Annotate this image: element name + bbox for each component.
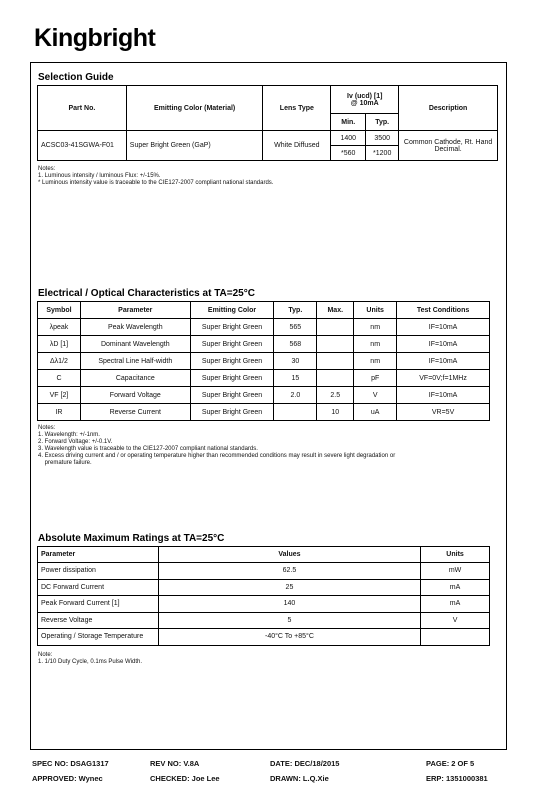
cell: Spectral Line Half-width [80,353,190,370]
cell [317,336,354,353]
col-symbol: Symbol [38,302,81,319]
col-iv-sub: @ 10mA [350,99,379,107]
cell: -40°C To +85°C [158,629,420,646]
electrical-notes [38,425,395,467]
cell: 15 [274,370,317,387]
selection-guide-table [37,85,498,161]
footer-drawn: DRAWN: L.Q.Xie [270,774,329,783]
table-row [38,353,490,370]
cell: Reverse Current [80,404,190,421]
cell [274,404,317,421]
cell-part-no: ACSC03-41SGWA-F01 [38,131,127,161]
cell: Operating / Storage Temperature [38,629,159,646]
footer-approved: APPROVED: Wynec [32,774,103,783]
cell: nm [354,353,397,370]
cell: 565 [274,319,317,336]
note-line: 1. Luminous intensity / luminous Flux: +/-15%. [38,173,161,179]
cell: VR=5V [397,404,490,421]
cell: 140 [158,596,420,613]
absolute-ratings-table [37,546,490,646]
note-line: * Luminous intensity value is traceable to the CIE127-2007 compliant national standards. [38,180,274,186]
col-iv-label: Iv (ucd) [1] [347,92,383,100]
cell [317,370,354,387]
col-values: Values [158,547,420,563]
cell-lens-type: White Diffused [263,131,331,161]
cell: Peak Forward Current [1] [38,596,159,613]
cell: 568 [274,336,317,353]
cell: 30 [274,353,317,370]
absolute-notes [38,652,142,666]
cell-typ-2: *1200 [366,146,399,161]
cell: pF [354,370,397,387]
cell: 10 [317,404,354,421]
cell: nm [354,336,397,353]
cell: 25 [158,579,420,596]
cell: Super Bright Green [190,370,274,387]
cell: λpeak [38,319,81,336]
col-units: Units [354,302,397,319]
cell: uA [354,404,397,421]
note-line: 1. Wavelength: +/-1nm. [38,432,100,438]
cell: Δλ1/2 [38,353,81,370]
col-test-conditions: Test Conditions [397,302,490,319]
note-line: Note: [38,652,53,658]
table-row [38,404,490,421]
col-part-no: Part No. [38,86,127,131]
electrical-table [37,301,490,421]
cell: IF=10mA [397,319,490,336]
footer-rev-no: REV NO: V.8A [150,759,200,768]
col-units: Units [421,547,490,563]
cell: nm [354,319,397,336]
note-line: premature failure. [38,460,92,466]
note-line: 4. Excess driving current and / or operating temperature higher than recommended conditions may result in severe light degradation or [38,453,396,459]
footer-spec-no: SPEC NO: DSAG1317 [32,759,109,768]
table-row [38,319,490,336]
absolute-ratings-title: Absolute Maximum Ratings at TA=25°C [38,533,225,544]
footer-page: PAGE: 2 OF 5 [426,759,475,768]
cell-typ-1: 3500 [366,131,399,146]
col-description: Description [399,86,498,131]
col-typ: Typ. [366,114,399,131]
table-row [38,336,490,353]
cell: 62.5 [158,563,420,580]
cell: DC Forward Current [38,579,159,596]
note-line: 1. 1/10 Duty Cycle, 0.1ms Pulse Width. [38,659,143,665]
cell: 2.0 [274,387,317,404]
cell: IR [38,404,81,421]
col-emitting-color: Emitting Color [190,302,274,319]
cell: Super Bright Green [190,353,274,370]
cell: IF=10mA [397,336,490,353]
cell [317,353,354,370]
footer-checked: CHECKED: Joe Lee [150,774,220,783]
table-row [38,563,490,580]
cell: Super Bright Green [190,404,274,421]
col-max: Max. [317,302,354,319]
note-line: Notes: [38,425,56,431]
cell: Super Bright Green [190,336,274,353]
cell-emitting-color: Super Bright Green (GaP) [126,131,263,161]
footer-date: DATE: DEC/18/2015 [270,759,340,768]
note-line: 2. Forward Voltage: +/-0.1V. [38,439,113,445]
note-line: 3. Wavelength value is traceable to the CIE127-2007 compliant national standards. [38,446,258,452]
cell: 2.5 [317,387,354,404]
table-row [38,370,490,387]
cell: VF=0V;f=1MHz [397,370,490,387]
cell: λD [1] [38,336,81,353]
table-row [38,629,490,646]
note-line: Notes: [38,166,56,172]
cell: Dominant Wavelength [80,336,190,353]
electrical-title: Electrical / Optical Characteristics at TA=25°C [38,288,255,299]
cell: Power dissipation [38,563,159,580]
col-emitting-color: Emitting Color (Material) [126,86,263,131]
cell: Super Bright Green [190,319,274,336]
brand-logo: Kingbright [34,24,156,52]
col-lens-type: Lens Type [263,86,331,131]
cell-description: Common Cathode, Rt. Hand Decimal. [399,131,498,161]
cell [317,319,354,336]
table-row [38,612,490,629]
cell: VF [2] [38,387,81,404]
cell: mA [421,579,490,596]
cell: V [354,387,397,404]
cell: Super Bright Green [190,387,274,404]
cell: Peak Wavelength [80,319,190,336]
selection-notes [38,166,273,187]
cell: Forward Voltage [80,387,190,404]
cell: Capacitance [80,370,190,387]
cell: C [38,370,81,387]
cell: V [421,612,490,629]
cell: mA [421,596,490,613]
cell-min-1: 1400 [331,131,366,146]
cell: mW [421,563,490,580]
col-min: Min. [331,114,366,131]
cell: IF=10mA [397,353,490,370]
table-row [38,596,490,613]
cell [421,629,490,646]
col-iv [331,86,399,114]
table-row [38,579,490,596]
col-typ: Typ. [274,302,317,319]
selection-guide-title: Selection Guide [38,72,114,83]
col-parameter: Parameter [80,302,190,319]
table-row [38,387,490,404]
cell: 5 [158,612,420,629]
col-parameter: Parameter [38,547,159,563]
cell: IF=10mA [397,387,490,404]
cell-min-2: *560 [331,146,366,161]
footer-erp: ERP: 1351000381 [426,774,488,783]
cell: Reverse Voltage [38,612,159,629]
